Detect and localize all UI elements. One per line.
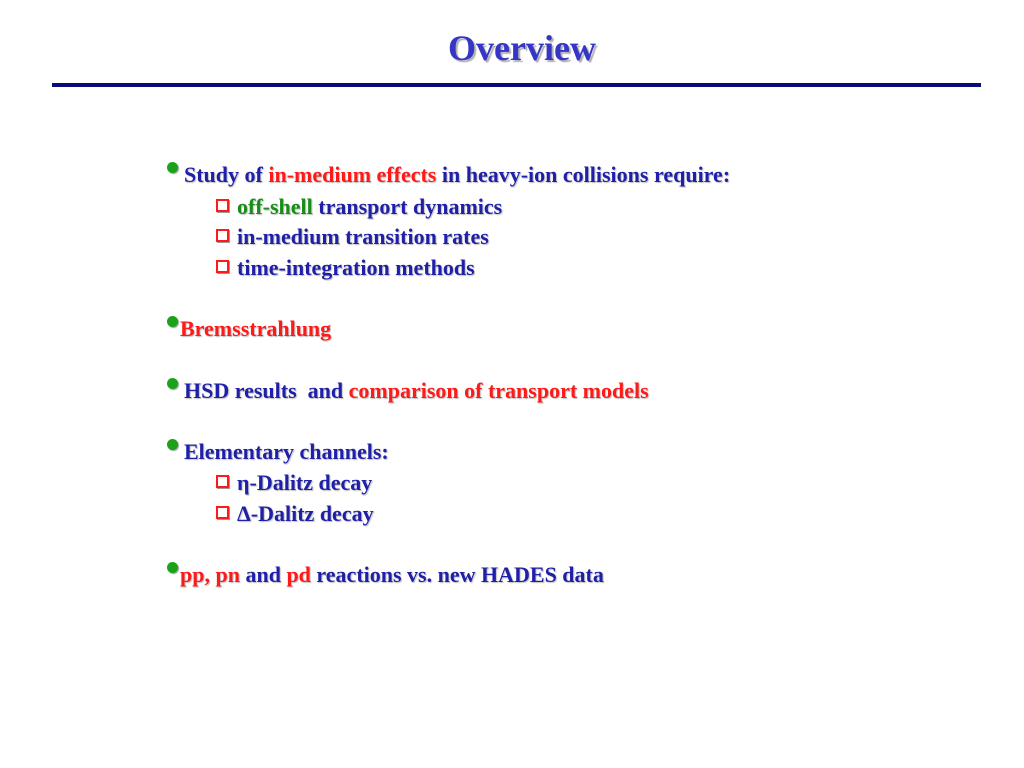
item-5-text-highlight-a: pp, pn <box>180 562 240 587</box>
sub-item-1-3 <box>216 255 475 281</box>
sub-item-1-3-text: time-integration methods <box>237 255 475 280</box>
checkbox-square-icon <box>216 229 229 242</box>
sub-item-1-2-text: in-medium transition rates <box>237 224 489 249</box>
item-4-text: Elementary channels: <box>184 439 389 464</box>
green-bullet-icon <box>167 316 178 327</box>
item-5-text-highlight-b: pd <box>286 562 311 587</box>
sub-item-1-2 <box>216 224 489 250</box>
item-1-text-highlight: in-medium effects <box>268 162 437 187</box>
sub-item-4-2-text: Δ-Dalitz decay <box>237 501 374 526</box>
checkbox-square-icon <box>216 506 229 519</box>
green-bullet-icon <box>167 562 178 573</box>
item-2-text: Bremsstrahlung <box>180 316 332 341</box>
sub-item-4-2 <box>216 501 374 527</box>
slide-title: Overview <box>448 28 596 68</box>
checkbox-square-icon <box>216 260 229 273</box>
sub-item-1-1-highlight: off-shell <box>237 194 313 219</box>
bullet-item-4 <box>167 439 389 465</box>
title-divider <box>52 83 981 87</box>
item-1-text-a: Study of <box>184 162 269 187</box>
green-bullet-icon <box>167 378 178 389</box>
sub-item-1-1-text: transport dynamics <box>312 194 503 219</box>
checkbox-square-icon <box>216 475 229 488</box>
item-5-text-b: reactions vs. new HADES data <box>310 562 604 587</box>
bullet-item-1 <box>167 162 730 188</box>
item-3-text: HSD results and <box>184 378 349 403</box>
item-3-text-highlight: comparison of transport models <box>348 378 649 403</box>
bullet-item-3 <box>167 378 649 404</box>
sub-item-4-1-text: η-Dalitz decay <box>237 470 373 495</box>
green-bullet-icon <box>167 162 178 173</box>
bullet-item-5 <box>167 562 604 588</box>
sub-item-4-1 <box>216 470 372 496</box>
sub-item-1-1 <box>216 194 502 220</box>
bullet-item-2 <box>167 316 331 342</box>
checkbox-square-icon <box>216 199 229 212</box>
item-1-text-b: in heavy-ion collisions require: <box>436 162 731 187</box>
item-5-text-a: and <box>239 562 287 587</box>
green-bullet-icon <box>167 439 178 450</box>
